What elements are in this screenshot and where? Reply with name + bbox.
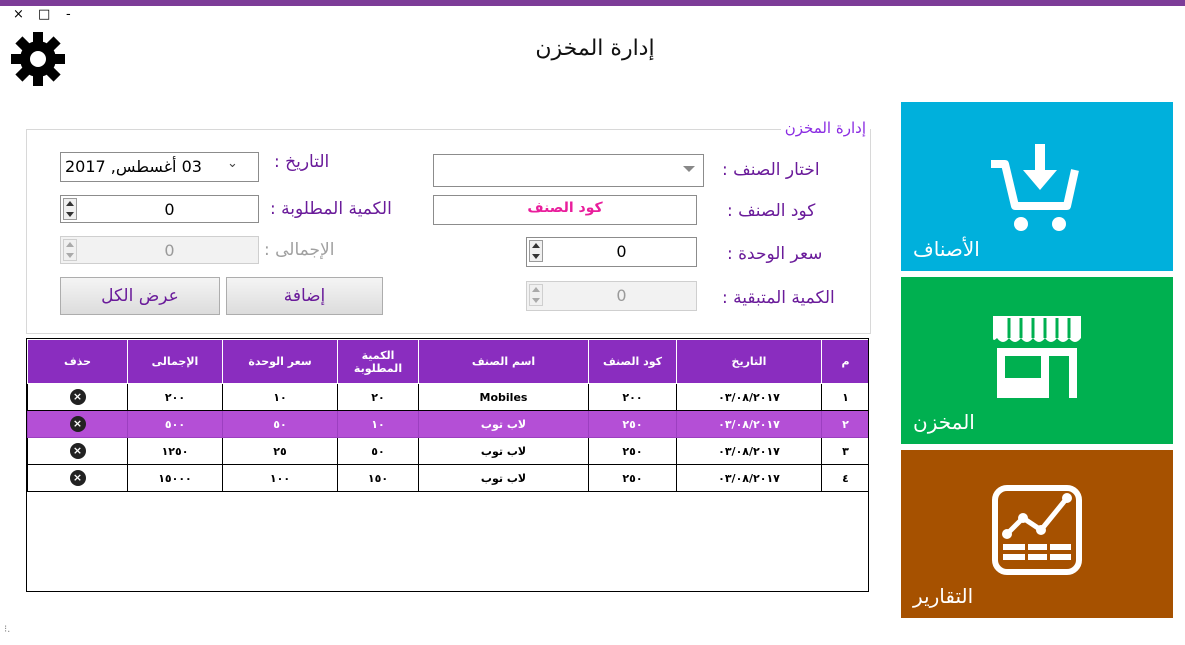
remaining-qty-label: الكمية المتبقية : [722, 288, 835, 308]
cell-qty: ١٥٠ [338, 465, 419, 492]
cell-m: ٣ [822, 438, 870, 465]
page-title: إدارة المخزن [535, 36, 655, 61]
required-qty-label: الكمية المطلوبة : [270, 199, 392, 219]
tile-store-label: المخزن [913, 410, 975, 434]
cell-price: ١٠٠ [223, 465, 338, 492]
spin-buttons[interactable] [529, 240, 543, 262]
date-label: التاريخ : [274, 152, 330, 172]
window-accent-bar [0, 0, 1185, 6]
chevron-down-icon[interactable] [683, 166, 695, 172]
total-label: الإجمالى : [264, 240, 335, 260]
item-code-field[interactable] [433, 195, 697, 225]
cell-date: ٠٣/٠٨/٢٠١٧ [677, 465, 822, 492]
select-item-label: اختار الصنف : [722, 160, 820, 180]
grid-column-header[interactable]: اسم الصنف [419, 340, 589, 384]
tile-reports[interactable] [901, 450, 1173, 618]
cell-total: ١٥٠٠٠ [128, 465, 223, 492]
cell-delete [28, 438, 128, 465]
cell-code: ٢٥٠ [589, 411, 677, 438]
table-row[interactable] [28, 411, 870, 438]
total-stepper [60, 236, 259, 264]
chevron-down-icon[interactable]: ⌄ [227, 156, 238, 171]
tile-store[interactable] [901, 277, 1173, 444]
grid-header-row [28, 340, 870, 384]
cell-date: ٠٣/٠٨/٢٠١٧ [677, 411, 822, 438]
cell-m: ٤ [822, 465, 870, 492]
group-title: إدارة المخزن [781, 119, 870, 137]
inventory-table [27, 339, 869, 492]
unit-price-stepper[interactable] [526, 237, 697, 267]
item-code-value: كود الصنف [527, 200, 603, 216]
cell-price: ١٠ [223, 384, 338, 411]
grid-column-header[interactable]: الكمية المطلوبة [338, 340, 419, 384]
cell-qty: ٢٠ [338, 384, 419, 411]
cell-code: ٢٥٠ [589, 465, 677, 492]
cell-code: ٢٠٠ [589, 384, 677, 411]
item-code-label: كود الصنف : [727, 201, 816, 221]
cell-m: ٢ [822, 411, 870, 438]
add-button[interactable]: إضافة [226, 277, 383, 315]
required-qty-value: 0 [164, 200, 175, 219]
delete-icon[interactable]: × [70, 389, 86, 405]
cell-qty: ١٠ [338, 411, 419, 438]
grid-column-header[interactable]: كود الصنف [589, 340, 677, 384]
inventory-grid[interactable] [26, 338, 869, 592]
close-button[interactable]: × [13, 7, 24, 22]
grid-column-header[interactable]: حذف [28, 340, 128, 384]
remaining-qty-value: 0 [616, 286, 627, 305]
cell-m: ١ [822, 384, 870, 411]
unit-price-label: سعر الوحدة : [727, 244, 823, 264]
cell-name: لاب توب [419, 411, 589, 438]
grid-column-header[interactable]: سعر الوحدة [223, 340, 338, 384]
minimize-button[interactable]: - [66, 7, 71, 22]
grid-column-header[interactable]: الإجمالى [128, 340, 223, 384]
cell-price: ٥٠ [223, 411, 338, 438]
spin-buttons[interactable] [63, 198, 77, 220]
delete-icon[interactable]: × [70, 416, 86, 432]
table-row[interactable] [28, 465, 870, 492]
cell-date: ٠٣/٠٨/٢٠١٧ [677, 384, 822, 411]
chart-report-icon [989, 484, 1085, 576]
table-row[interactable] [28, 384, 870, 411]
grid-column-header[interactable]: م [822, 340, 870, 384]
required-qty-stepper[interactable] [60, 195, 259, 223]
gear-icon[interactable] [8, 30, 68, 88]
delete-icon[interactable]: × [70, 470, 86, 486]
cell-price: ٢٥ [223, 438, 338, 465]
date-value: 03 أغسطس, 2017 [65, 157, 202, 176]
cell-name: Mobiles [419, 384, 589, 411]
cell-delete [28, 384, 128, 411]
cell-total: ٥٠٠ [128, 411, 223, 438]
cell-name: لاب توب [419, 465, 589, 492]
cell-delete [28, 411, 128, 438]
select-item-combo[interactable] [433, 154, 704, 187]
resize-grip[interactable]: ⁝. [4, 624, 11, 635]
spin-buttons [63, 239, 77, 261]
grid-column-header[interactable]: التاريخ [677, 340, 822, 384]
tile-reports-label: التقارير [913, 584, 974, 608]
show-all-button[interactable]: عرض الكل [60, 277, 220, 315]
maximize-button[interactable]: □ [38, 7, 51, 22]
table-row[interactable] [28, 438, 870, 465]
cell-delete [28, 465, 128, 492]
cell-date: ٠٣/٠٨/٢٠١٧ [677, 438, 822, 465]
date-picker[interactable] [60, 152, 259, 182]
tile-items-label: الأصناف [913, 237, 980, 261]
remaining-qty-stepper [526, 281, 697, 311]
unit-price-value: 0 [616, 242, 627, 261]
cell-qty: ٥٠ [338, 438, 419, 465]
tile-items[interactable] [901, 102, 1173, 271]
cart-download-icon [987, 144, 1079, 236]
store-icon [991, 312, 1083, 404]
spin-buttons [529, 284, 543, 306]
inventory-form-group [26, 119, 871, 334]
cell-code: ٢٥٠ [589, 438, 677, 465]
cell-total: ١٢٥٠ [128, 438, 223, 465]
delete-icon[interactable]: × [70, 443, 86, 459]
total-value: 0 [164, 241, 175, 260]
cell-name: لاب توب [419, 438, 589, 465]
cell-total: ٢٠٠ [128, 384, 223, 411]
grid-body [28, 384, 870, 492]
